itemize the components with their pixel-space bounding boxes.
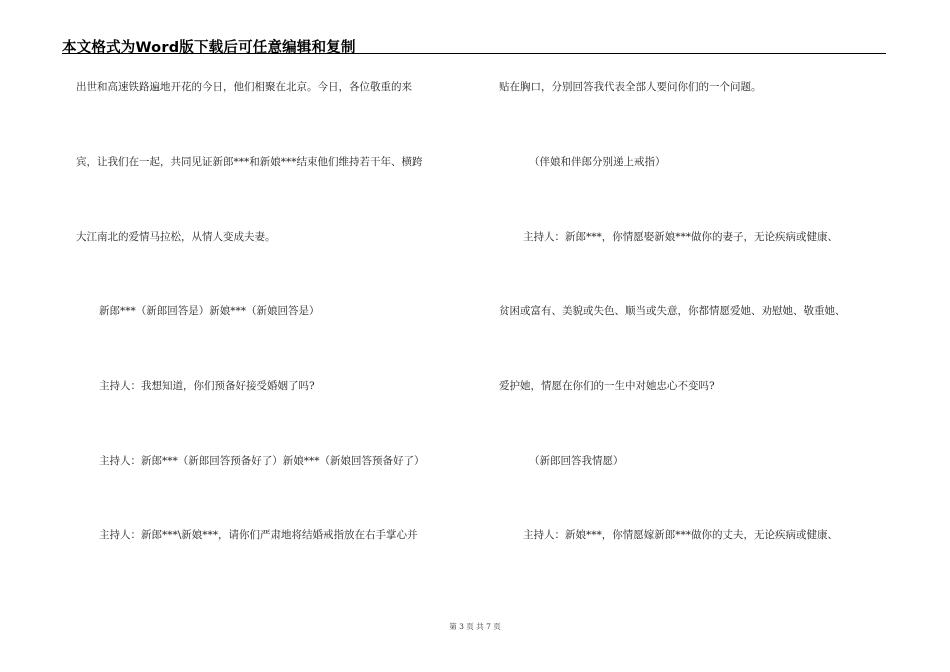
left-paragraph-line: 大江南北的爱情马拉松，从情人变成夫妻。	[76, 231, 276, 243]
right-paragraph-line: 爱护她，情愿在你们的一生中对她忠心不变吗?	[499, 380, 715, 392]
right-paragraph-line: （新郎回答我情愿）	[529, 455, 624, 467]
right-paragraph-line: 主持人：新娘***，你情愿嫁新郎***做你的丈夫，无论疾病或健康、	[523, 529, 838, 541]
document-header-title: 本文格式为Word版下载后可任意编辑和复制	[62, 40, 356, 56]
page-number-indicator: 第 3 页 共 7 页	[449, 622, 501, 631]
header-divider	[62, 53, 886, 54]
left-paragraph-line: 主持人：新郎***（新郎回答预备好了）新娘***（新娘回答预备好了）	[99, 455, 425, 467]
right-paragraph-line: 贫困或富有、美貌或失色、顺当或失意，你都情愿爱她、劝慰她、敬重她、	[499, 305, 846, 317]
left-paragraph-line: 宾，让我们在一起，共同见证新郎***和新娘***结束他们维持若干年、横跨	[76, 156, 423, 168]
left-paragraph-line: 出世和高速铁路遍地开花的今日，他们相聚在北京。今日，各位敬重的来	[76, 81, 412, 93]
left-paragraph-line: 主持人：新郎***\新娘***，请你们严肃地将结婚戒指放在右手掌心并	[99, 529, 418, 541]
right-paragraph-line: （伴娘和伴郎分别递上戒指）	[529, 156, 666, 168]
right-paragraph-line: 主持人：新郎***，你情愿娶新娘***做你的妻子，无论疾病或健康、	[523, 231, 838, 243]
left-paragraph-line: 新郎***（新郎回答是）新娘***（新娘回答是）	[99, 305, 320, 317]
left-paragraph-line: 主持人：我想知道，你们预备好接受婚姻了吗?	[99, 380, 315, 392]
right-paragraph-line: 贴在胸口，分别回答我代表全部人要问你们的一个问题。	[499, 81, 762, 93]
